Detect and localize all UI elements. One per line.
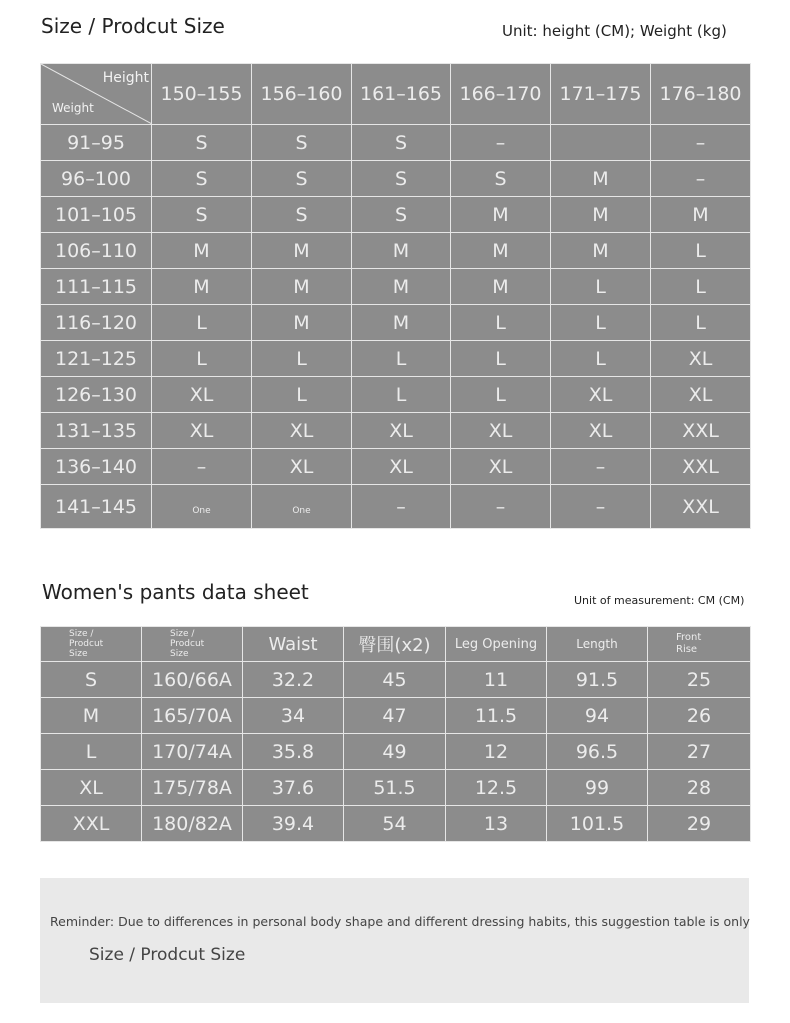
size-chart-row (41, 377, 751, 413)
hip-cell: 54 (344, 806, 446, 842)
header-size-line3: Size (69, 649, 88, 659)
leg-opening-cell: 12 (446, 734, 547, 770)
weight-range-cell: 106–110 (41, 233, 152, 269)
size-cell: XXL (41, 806, 142, 842)
size-cell: L (41, 734, 142, 770)
size-cell: S (252, 197, 352, 233)
header-size-line2: Prodcut (69, 639, 104, 649)
size-cell: XL (252, 449, 352, 485)
product-size-cell: 180/82A (142, 806, 243, 842)
hip-cell: 49 (344, 734, 446, 770)
size-cell: S (451, 161, 551, 197)
size-cell: XXL (651, 413, 751, 449)
size-cell: XL (152, 413, 252, 449)
height-header: 171–175 (551, 64, 651, 125)
size-cell: XXL (651, 485, 751, 529)
pants-row (41, 698, 751, 734)
length-cell: 96.5 (547, 734, 648, 770)
header-leg-opening: Leg Opening (446, 627, 547, 662)
front-rise-cell: 29 (648, 806, 751, 842)
size-cell: M (152, 269, 252, 305)
size-cell: – (152, 449, 252, 485)
header-length: Length (547, 627, 648, 662)
size-cell: M (252, 269, 352, 305)
weight-range-cell: 116–120 (41, 305, 152, 341)
size-cell: S (252, 125, 352, 161)
waist-cell: 39.4 (243, 806, 344, 842)
size-cell: One (152, 485, 252, 529)
size-cell: M (451, 197, 551, 233)
size-cell: XL (352, 449, 451, 485)
header-size (41, 627, 142, 662)
size-cell: M (551, 233, 651, 269)
waist-cell: 35.8 (243, 734, 344, 770)
size-chart-title: Size / Prodcut Size (41, 14, 225, 38)
pants-data-table (40, 626, 751, 842)
size-cell: L (651, 269, 751, 305)
size-cell: M (451, 233, 551, 269)
weight-range-cell: 111–115 (41, 269, 152, 305)
size-cell (551, 125, 651, 161)
size-cell: – (451, 125, 551, 161)
pants-row (41, 662, 751, 698)
leg-opening-cell: 11 (446, 662, 547, 698)
size-cell: XXL (651, 449, 751, 485)
size-cell: S (152, 161, 252, 197)
size-cell: M (651, 197, 751, 233)
size-chart-row (41, 449, 751, 485)
waist-cell: 32.2 (243, 662, 344, 698)
waist-cell: 37.6 (243, 770, 344, 806)
size-chart-row (41, 161, 751, 197)
size-chart-row (41, 269, 751, 305)
size-cell: M (352, 269, 451, 305)
leg-opening-cell: 13 (446, 806, 547, 842)
header-front-line2: Rise (676, 644, 698, 655)
reminder-subtitle: Size / Prodcut Size (89, 945, 246, 965)
header-prod-line1: Size / (170, 629, 195, 639)
size-cell: XL (551, 377, 651, 413)
height-header: 150–155 (152, 64, 252, 125)
size-cell: S (352, 125, 451, 161)
pants-row (41, 806, 751, 842)
size-chart-row (41, 413, 751, 449)
size-cell: L (451, 341, 551, 377)
length-cell: 91.5 (547, 662, 648, 698)
header-prod-line2: Prodcut (170, 639, 205, 649)
size-cell: L (451, 377, 551, 413)
pants-sheet-title: Women's pants data sheet (42, 580, 309, 604)
header-size-line1: Size / (69, 629, 94, 639)
size-cell: L (551, 269, 651, 305)
corner-weight-label: Weight (52, 101, 94, 115)
size-cell: L (551, 305, 651, 341)
size-cell: M (252, 305, 352, 341)
size-cell: L (352, 341, 451, 377)
size-cell: L (252, 341, 352, 377)
size-cell: L (451, 305, 551, 341)
weight-range-cell: 91–95 (41, 125, 152, 161)
pants-row (41, 734, 751, 770)
size-cell: M (551, 197, 651, 233)
size-cell: L (352, 377, 451, 413)
weight-range-cell: 101–105 (41, 197, 152, 233)
size-chart-table (40, 63, 751, 529)
size-cell: – (451, 485, 551, 529)
size-cell: S (352, 197, 451, 233)
reminder-text: Reminder: Due to differences in personal body shape and different dressing habits, this suggestion table is only (50, 914, 750, 929)
size-chart-row (41, 125, 751, 161)
reminder-box (40, 878, 749, 1003)
size-chart-header-row (41, 64, 751, 125)
corner-height-label: Height (102, 70, 149, 86)
size-cell: L (651, 233, 751, 269)
hip-cell: 47 (344, 698, 446, 734)
size-cell: M (152, 233, 252, 269)
height-header: 161–165 (352, 64, 451, 125)
weight-range-cell: 141–145 (41, 485, 152, 529)
size-cell: L (152, 305, 252, 341)
size-cell: M (551, 161, 651, 197)
pants-row (41, 770, 751, 806)
product-size-cell: 165/70A (142, 698, 243, 734)
pants-sheet-unit: Unit of measurement: CM (CM) (574, 594, 745, 607)
size-cell: S (152, 125, 252, 161)
size-chart-row (41, 305, 751, 341)
size-cell: – (551, 449, 651, 485)
weight-range-cell: 126–130 (41, 377, 152, 413)
length-cell: 101.5 (547, 806, 648, 842)
header-prod-line3: Size (170, 649, 189, 659)
product-size-cell: 160/66A (142, 662, 243, 698)
weight-range-cell: 136–140 (41, 449, 152, 485)
product-size-cell: 175/78A (142, 770, 243, 806)
height-header: 176–180 (651, 64, 751, 125)
size-cell: S (152, 197, 252, 233)
size-cell: XL (252, 413, 352, 449)
front-rise-cell: 27 (648, 734, 751, 770)
hip-cell: 45 (344, 662, 446, 698)
size-cell: XL (551, 413, 651, 449)
size-cell: One (252, 485, 352, 529)
size-cell: M (352, 305, 451, 341)
size-cell: M (451, 269, 551, 305)
pants-header-row (41, 627, 751, 662)
weight-range-cell: 121–125 (41, 341, 152, 377)
size-cell: XL (41, 770, 142, 806)
header-product-size (142, 627, 243, 662)
size-cell: S (41, 662, 142, 698)
size-chart-row (41, 485, 751, 529)
height-header: 156–160 (252, 64, 352, 125)
size-cell: – (651, 161, 751, 197)
size-cell: M (252, 233, 352, 269)
size-cell: XL (152, 377, 252, 413)
front-rise-cell: 26 (648, 698, 751, 734)
size-cell: XL (651, 341, 751, 377)
size-cell: – (352, 485, 451, 529)
size-chart-row (41, 233, 751, 269)
header-hip: 臀围(x2) (344, 627, 446, 662)
waist-cell: 34 (243, 698, 344, 734)
header-front-line1: Front (676, 632, 702, 643)
size-cell: S (352, 161, 451, 197)
length-cell: 99 (547, 770, 648, 806)
size-cell: XL (651, 377, 751, 413)
size-chart-unit: Unit: height (CM); Weight (kg) (502, 22, 727, 40)
weight-range-cell: 131–135 (41, 413, 152, 449)
corner-cell (41, 64, 152, 125)
size-cell: L (152, 341, 252, 377)
weight-range-cell: 96–100 (41, 161, 152, 197)
size-chart-row (41, 197, 751, 233)
size-cell: – (551, 485, 651, 529)
size-cell: M (41, 698, 142, 734)
product-size-cell: 170/74A (142, 734, 243, 770)
size-cell: – (651, 125, 751, 161)
size-cell: XL (451, 413, 551, 449)
header-waist: Waist (243, 627, 344, 662)
size-cell: L (252, 377, 352, 413)
height-header: 166–170 (451, 64, 551, 125)
size-cell: L (651, 305, 751, 341)
size-cell: L (551, 341, 651, 377)
size-cell: M (352, 233, 451, 269)
leg-opening-cell: 12.5 (446, 770, 547, 806)
header-front-rise (648, 627, 751, 662)
size-chart-row (41, 341, 751, 377)
size-cell: XL (451, 449, 551, 485)
front-rise-cell: 28 (648, 770, 751, 806)
length-cell: 94 (547, 698, 648, 734)
size-cell: S (252, 161, 352, 197)
leg-opening-cell: 11.5 (446, 698, 547, 734)
size-cell: XL (352, 413, 451, 449)
hip-cell: 51.5 (344, 770, 446, 806)
front-rise-cell: 25 (648, 662, 751, 698)
